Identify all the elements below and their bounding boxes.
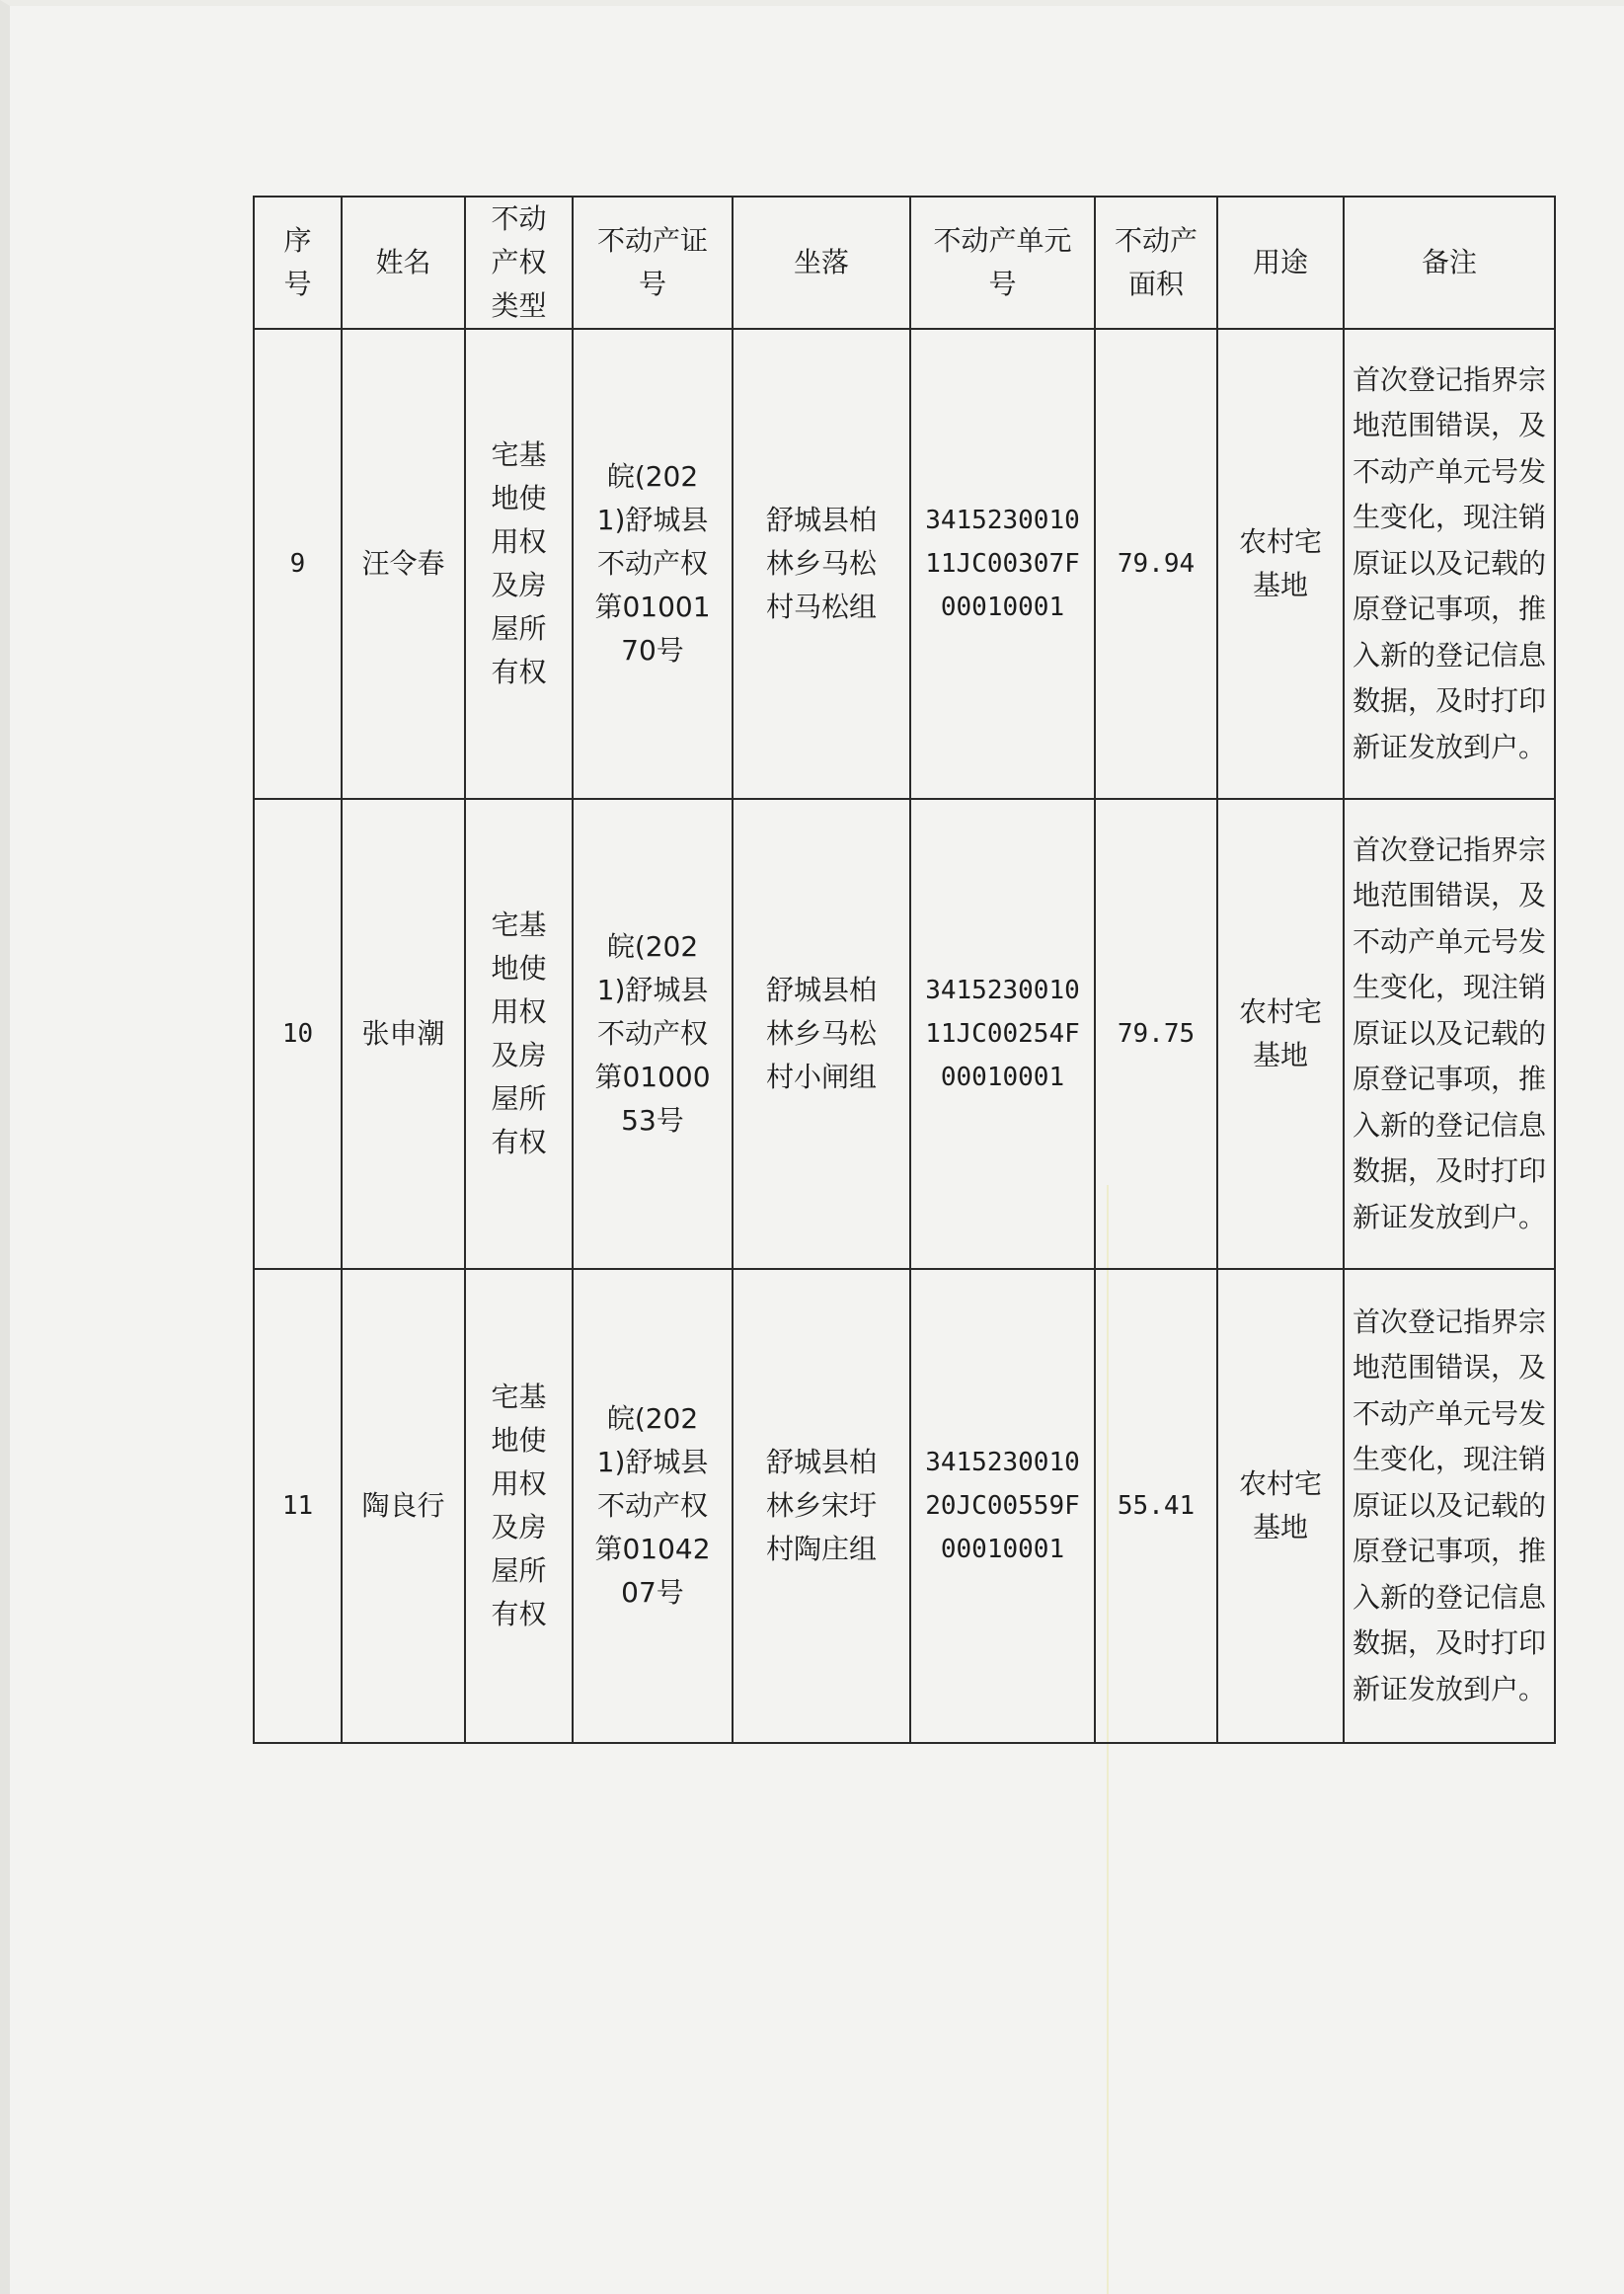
cell-cert-no: 皖(2021)舒城县不动产权第0100053号 [573, 799, 733, 1269]
header-area: 不动产面积 [1095, 197, 1217, 329]
cell-location: 舒城县柏林乡马松村马松组 [733, 329, 910, 799]
cell-name: 汪令春 [342, 329, 465, 799]
header-row [254, 197, 1555, 329]
cell-area: 55.41 [1095, 1269, 1217, 1743]
header-cert-no: 不动产证号 [573, 197, 733, 329]
header-seq: 序号 [254, 197, 342, 329]
header-use: 用途 [1217, 197, 1344, 329]
cell-note: 首次登记指界宗地范围错误，及不动产单元号发生变化，现注销原证以及记载的原登记事项，推入新的登记信息数据，及时打印新证发放到户。 [1344, 329, 1555, 799]
cell-seq: 10 [254, 799, 342, 1269]
cell-cert-no: 皖(2021)舒城县不动产权第0104207号 [573, 1269, 733, 1743]
cell-right-type: 宅基地使用权及房屋所有权 [465, 799, 573, 1269]
table-row [254, 1269, 1555, 1743]
cell-seq: 9 [254, 329, 342, 799]
header-unit-no: 不动产单元号 [910, 197, 1095, 329]
cell-location: 舒城县柏林乡马松村小闸组 [733, 799, 910, 1269]
cell-area: 79.94 [1095, 329, 1217, 799]
cell-right-type: 宅基地使用权及房屋所有权 [465, 1269, 573, 1743]
header-right-type: 不动产权类型 [465, 197, 573, 329]
cell-use: 农村宅基地 [1217, 799, 1344, 1269]
cell-unit-no: 341523001011JC00254F00010001 [910, 799, 1095, 1269]
cell-name: 陶良行 [342, 1269, 465, 1743]
registration-table [253, 196, 1556, 1744]
cell-location: 舒城县柏林乡宋圩村陶庄组 [733, 1269, 910, 1743]
table-row [254, 799, 1555, 1269]
cell-name: 张申潮 [342, 799, 465, 1269]
cell-area: 79.75 [1095, 799, 1217, 1269]
cell-unit-no: 341523001020JC00559F00010001 [910, 1269, 1095, 1743]
cell-cert-no: 皖(2021)舒城县不动产权第0100170号 [573, 329, 733, 799]
cell-note: 首次登记指界宗地范围错误，及不动产单元号发生变化，现注销原证以及记载的原登记事项，推入新的登记信息数据，及时打印新证发放到户。 [1344, 1269, 1555, 1743]
cell-right-type: 宅基地使用权及房屋所有权 [465, 329, 573, 799]
table-row [254, 329, 1555, 799]
cell-unit-no: 341523001011JC00307F00010001 [910, 329, 1095, 799]
header-note: 备注 [1344, 197, 1555, 329]
cell-use: 农村宅基地 [1217, 1269, 1344, 1743]
header-name: 姓名 [342, 197, 465, 329]
cell-seq: 11 [254, 1269, 342, 1743]
cell-use: 农村宅基地 [1217, 329, 1344, 799]
header-location: 坐落 [733, 197, 910, 329]
cell-note: 首次登记指界宗地范围错误，及不动产单元号发生变化，现注销原证以及记载的原登记事项，推入新的登记信息数据，及时打印新证发放到户。 [1344, 799, 1555, 1269]
